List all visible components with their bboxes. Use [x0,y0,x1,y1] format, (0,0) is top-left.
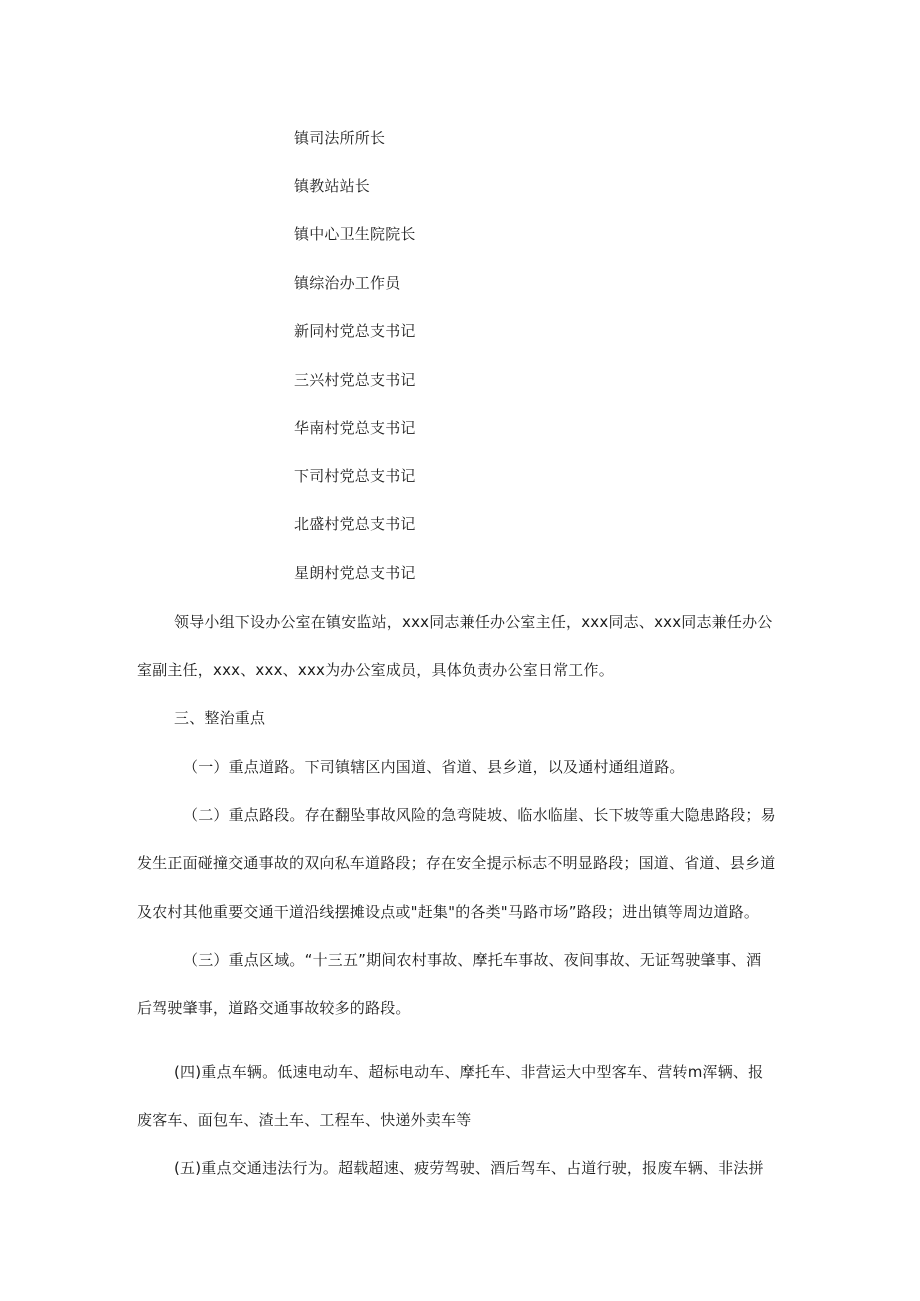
item2-line2: 发生正面碰撞交通事故的双向私车道路段；存在安全提示标志不明显路段；国道、省道、县乡道 [137,854,776,872]
member-item: 下司村党总支书记 [294,467,416,485]
office-paragraph-line2: 室副主任，xxx、xxx、xxx为办公室成员，具体负责办公室日常工作。 [137,661,614,679]
member-item: 三兴村党总支书记 [294,371,416,389]
item4-line2: 废客车、面包车、渣土车、工程车、快递外卖车等 [137,1111,472,1129]
member-item: 华南村党总支书记 [294,419,416,437]
item1-line: （一）重点道路。下司镇辖区内国道、省道、县乡道，以及通村通组道路。 [183,758,685,776]
item3-line2: 后驾驶肇事，道路交通事故较多的路段。 [137,999,411,1017]
member-item: 新同村党总支书记 [294,322,416,340]
member-item: 星朗村党总支书记 [294,564,416,582]
member-item: 北盛村党总支书记 [294,515,416,533]
member-item: 镇教站站长 [294,177,371,195]
item3-line1: （三）重点区域。“十三五”期间农村事故、摩托车事故、夜间事故、无证驾驶肇事、酒 [183,951,762,969]
member-item: 镇综治办工作员 [294,274,401,292]
member-item: 镇中心卫生院院长 [294,225,416,243]
item5-line1: (五)重点交通违法行为。超载超速、疲劳驾驶、酒后驾车、占道行驶，报废车辆、非法拼 [174,1159,764,1177]
section-heading: 三、整治重点 [174,709,266,727]
item2-line1: （二）重点路段。存在翻坠事故风险的急弯陡坡、临水临崖、长下坡等重大隐患路段；易 [183,806,776,824]
item4-line1: (四)重点车辆。低速电动车、超标电动车、摩托车、非营运大中型客车、营转m浑辆、报 [174,1063,764,1081]
member-item: 镇司法所所长 [294,129,386,147]
item2-line3: 及农村其他重要交通干道沿线摆摊设点或"赶集"的各类"马路市场”路段；进出镇等周边道路。 [137,903,760,921]
office-paragraph-line1: 领导小组下设办公室在镇安监站，xxx同志兼任办公室主任，xxx同志、xxx同志兼任办公 [174,613,773,631]
